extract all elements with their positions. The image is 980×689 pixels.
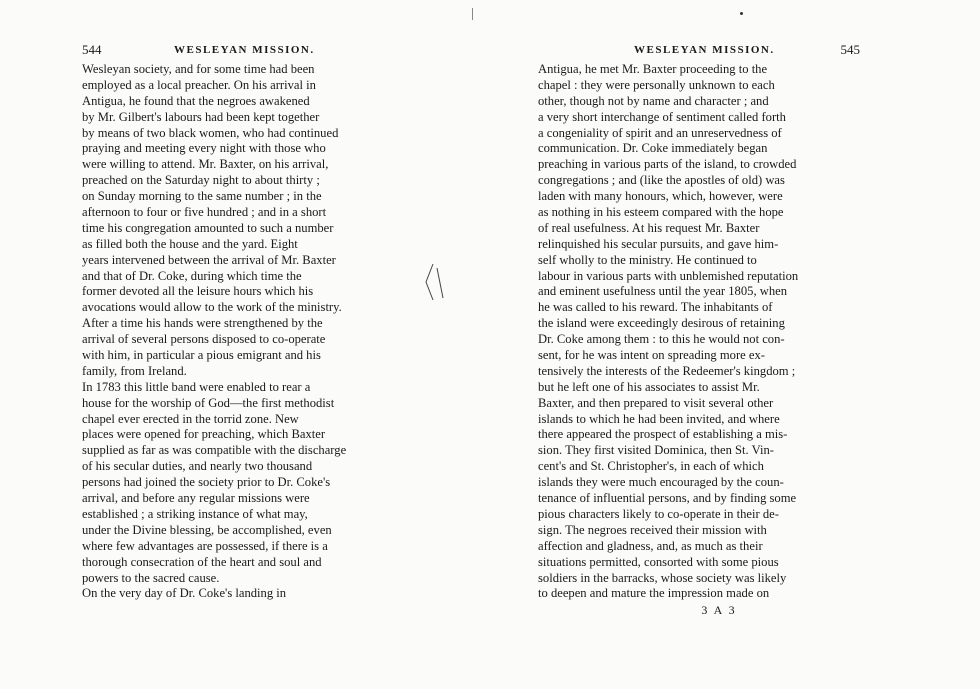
text-line: soldiers in the barracks, whose society was likely: [538, 570, 787, 585]
text-line: islands they were much encouraged by the coun-: [538, 475, 784, 490]
text-line: house for the worship of God—the first methodist: [82, 395, 335, 410]
text-line: tensively the interests of the Redeemer's kingdom ;: [538, 363, 796, 378]
text-line: laden with many honours, which, however, were: [538, 189, 783, 204]
text-line: employed as a local preacher. On his arrival in: [82, 77, 316, 92]
text-line: self wholly to the ministry. He continued to: [538, 252, 757, 267]
text-line: praying and meeting every night with those who: [82, 141, 326, 156]
left-page-number: 544: [82, 42, 102, 57]
text-line: arrival of several persons disposed to co-operate: [82, 332, 326, 347]
text-line: with him, in particular a pious emigrant and his: [82, 348, 321, 363]
text-line: to deepen and mature the impression made on: [538, 586, 770, 601]
left-header-title: WESLEYAN MISSION.: [174, 44, 315, 56]
text-line: islands to which he had been invited, and where: [538, 411, 780, 426]
text-line: arrival, and before any regular missions were: [82, 491, 310, 506]
gutter-bracket-mark: [423, 262, 445, 302]
text-line: Wesleyan society, and for some time had been: [82, 62, 315, 76]
text-line: avocations would allow to the work of the ministry.: [82, 300, 342, 315]
text-line: affection and gladness, and, as much as their: [538, 538, 763, 553]
text-line: After a time his hands were strengthened by the: [82, 316, 323, 331]
text-line: In 1783 this little band were enabled to rear a: [82, 379, 311, 394]
text-line: by Mr. Gilbert's labours had been kept together: [82, 109, 320, 124]
right-page: [538, 38, 860, 618]
text-line: sign. The negroes received their mission with: [538, 522, 767, 537]
text-line: of real usefulness. At his request Mr. Baxter: [538, 220, 760, 235]
text-line: Antigua, he found that the negroes awakened: [82, 93, 310, 108]
text-line: on Sunday morning to the same number ; in the: [82, 189, 322, 204]
text-line: as filled both the house and the yard. Eight: [82, 236, 298, 251]
text-line: On the very day of Dr. Coke's landing in: [82, 586, 287, 601]
text-line: supplied as far as was compatible with the discharge: [82, 443, 347, 458]
text-line: but he left one of his associates to assist Mr.: [538, 379, 760, 394]
text-line: a congeniality of spirit and an unreservedness of: [538, 125, 782, 140]
gutter-tick-mark: [472, 8, 473, 20]
text-line: places were opened for preaching, which Baxter: [82, 427, 326, 442]
text-line: family, from Ireland.: [82, 363, 187, 378]
text-line: as nothing in his esteem compared with the hope: [538, 205, 784, 220]
text-line: there appeared the prospect of establishing a mis-: [538, 427, 788, 442]
ink-speck: [740, 12, 743, 15]
text-line: under the Divine blessing, be accomplished, even: [82, 522, 332, 537]
text-line: preached on the Saturday night to about thirty ;: [82, 173, 320, 188]
text-line: relinquished his secular pursuits, and gave him-: [538, 236, 779, 251]
right-running-head: [538, 38, 860, 62]
text-line: sion. They first visited Dominica, then St. Vin-: [538, 443, 774, 458]
text-line: tenance of influential persons, and by finding some: [538, 491, 797, 506]
right-page-number: 545: [840, 42, 860, 57]
text-line: sent, for he was intent on spreading more ex-: [538, 348, 765, 363]
signature-mark: 3 A 3: [701, 603, 737, 618]
text-line: powers to the sacred cause.: [82, 570, 220, 585]
right-header-title: WESLEYAN MISSION.: [634, 44, 775, 56]
text-line: years intervened between the arrival of Mr. Baxter: [82, 252, 336, 267]
text-line: a very short interchange of sentiment called forth: [538, 109, 786, 124]
left-running-head: [82, 38, 420, 62]
text-line: established ; a striking instance of what may,: [82, 506, 308, 521]
text-line: situations permitted, consorted with some pious: [538, 554, 779, 569]
left-page: [82, 38, 420, 602]
text-line: Dr. Coke among them : to this he would not con-: [538, 332, 785, 347]
text-line: preaching in various parts of the island, to crowded: [538, 157, 797, 172]
text-line: were willing to attend. Mr. Baxter, on his arrival,: [82, 157, 329, 172]
text-line: time his congregation amounted to such a number: [82, 220, 334, 235]
text-line: chapel ever erected in the torrid zone. New: [82, 411, 299, 426]
text-line: persons had joined the society prior to Dr. Coke's: [82, 475, 331, 490]
text-line: Baxter, and then prepared to visit several other: [538, 395, 774, 410]
right-page-text: [538, 62, 860, 602]
text-line: labour in various parts with unblemished reputation: [538, 268, 799, 283]
text-line: by means of two black women, who had continued: [82, 125, 339, 140]
text-line: of his secular duties, and nearly two thousand: [82, 459, 313, 474]
text-line: he was called to his reward. The inhabitants of: [538, 300, 773, 315]
text-line: Antigua, he met Mr. Baxter proceeding to the: [538, 62, 768, 76]
text-line: pious characters likely to co-operate in their de-: [538, 506, 779, 521]
text-line: other, though not by name and character ; and: [538, 93, 769, 108]
text-line: the island were exceedingly desirous of retaining: [538, 316, 785, 331]
text-line: cent's and St. Christopher's, in each of which: [538, 459, 764, 474]
text-line: thorough consecration of the heart and soul and: [82, 554, 322, 569]
text-line: and eminent usefulness until the year 1805, when: [538, 284, 788, 299]
text-line: afternoon to four or five hundred ; and in a short: [82, 205, 327, 220]
left-page-text: [82, 62, 420, 602]
text-line: former devoted all the leisure hours which his: [82, 284, 314, 299]
text-line: chapel : they were personally unknown to each: [538, 77, 775, 92]
text-line: congregations ; and (like the apostles of old) was: [538, 173, 785, 188]
text-line: communication. Dr. Coke immediately began: [538, 141, 768, 156]
text-line: and that of Dr. Coke, during which time the: [82, 268, 302, 283]
text-line: where few advantages are possessed, if there is a: [82, 538, 328, 553]
